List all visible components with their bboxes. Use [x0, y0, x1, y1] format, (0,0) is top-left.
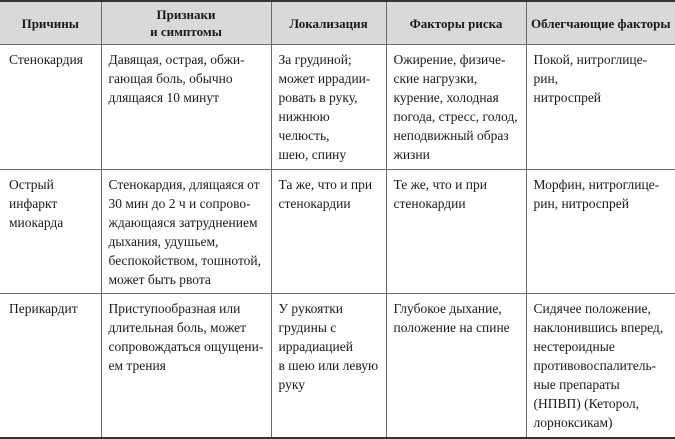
header-risk-factors: Факторы риска: [386, 1, 526, 45]
header-relieving-factors: Облегчающие факторы: [526, 1, 675, 45]
relieving-factors-cell: Морфин, нитроглице- рин, нитроспрей: [526, 170, 675, 294]
localization-cell: Та же, что и при стенокардии: [271, 170, 386, 294]
localization-cell: У рукоятки грудины с иррадиацией в шею или левую руку: [271, 294, 386, 438]
cause-cell: Стенокардия: [0, 45, 101, 170]
relieving-factors-cell: Сидячее положение, наклонившись вперед, нестероидные противовоспалитель- ные препараты (НПВП) (Кеторол, лорноксикам): [526, 294, 675, 438]
risk-factors-cell: Глубокое дыхание, положение на спине: [386, 294, 526, 438]
header-row: [0, 1, 675, 45]
table-row: [0, 294, 675, 438]
risk-factors-cell: Те же, что и при стенокардии: [386, 170, 526, 294]
symptoms-cell: Приступообразная или длительная боль, может сопровождаться ощущени- ем трения: [101, 294, 271, 438]
cause-cell: Перикардит: [0, 294, 101, 438]
symptoms-cell: Давящая, острая, обжи- гающая боль, обычно длящаяся 10 минут: [101, 45, 271, 170]
table-row: [0, 170, 675, 294]
cause-cell: Острый инфаркт миокарда: [0, 170, 101, 294]
header-localization: Локализация: [271, 1, 386, 45]
risk-factors-cell: Ожирение, физиче- ские нагрузки, курение, холодная погода, стресс, голод, неподвижный образ жизни: [386, 45, 526, 170]
table-row: [0, 45, 675, 170]
header-symptoms: Признаки и симптомы: [101, 1, 271, 45]
symptoms-cell: Стенокардия, длящаяся от 30 мин до 2 ч и сопрово- ждающаяся затруднением дыхания, удушьем, беспокойством, тошнотой, может быть рвота: [101, 170, 271, 294]
relieving-factors-cell: Покой, нитроглице- рин, нитроспрей: [526, 45, 675, 170]
localization-cell: За грудиной; может иррадии- ровать в руку, нижнюю челюсть, шею, спину: [271, 45, 386, 170]
header-causes: Причины: [0, 1, 101, 45]
